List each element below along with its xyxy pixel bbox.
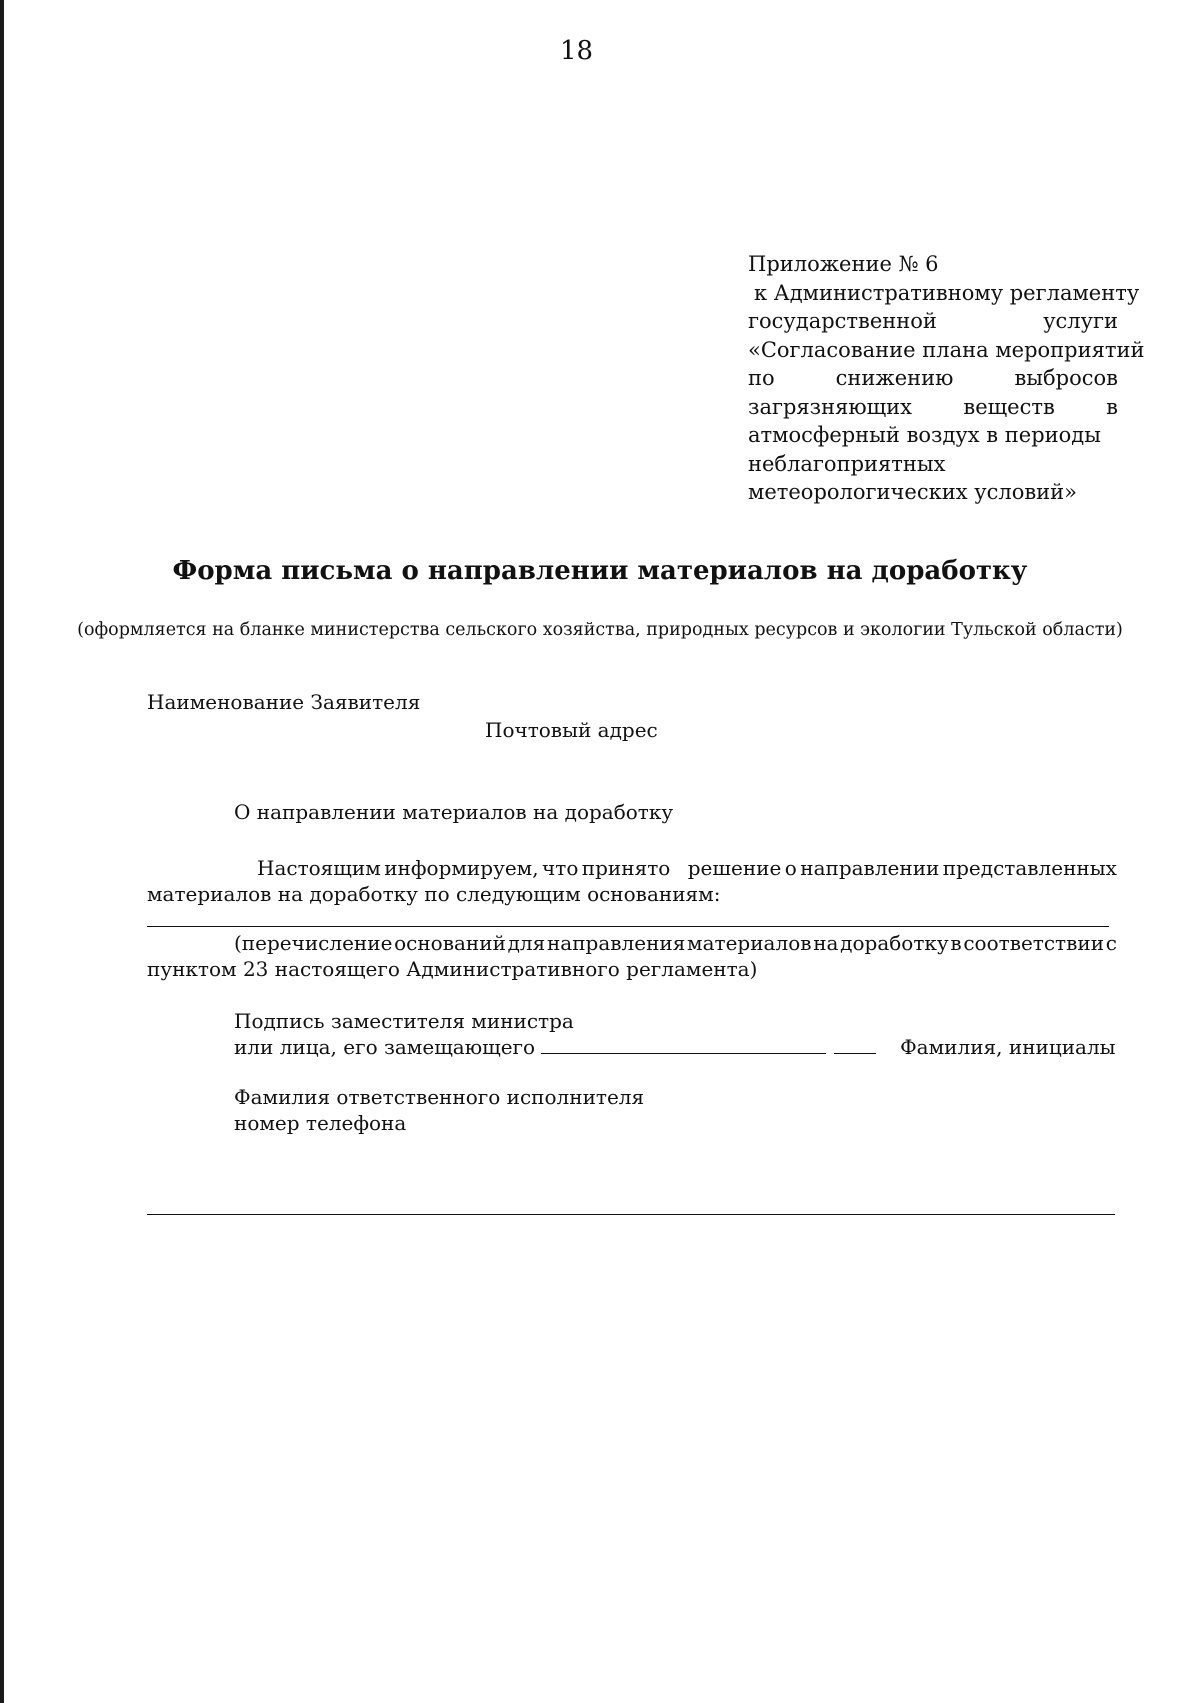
reasons-note-line: пунктом 23 настоящего Административного регламента): [147, 957, 758, 981]
body-word: направлении: [800, 856, 940, 880]
body-word: что: [542, 856, 579, 880]
bottom-divider: [147, 1214, 1115, 1215]
appendix-word: к Административному регламенту: [754, 280, 1140, 305]
appendix-word: выбросов: [1014, 366, 1118, 390]
scan-edge: [0, 0, 4, 1703]
executor-block: [234, 1084, 644, 1136]
signature-line: [541, 1035, 826, 1054]
reasons-word: доработку: [840, 931, 949, 955]
signature-name: Фамилия, инициалы: [900, 1035, 1116, 1059]
form-title: Форма письма о направлении материалов на доработку: [172, 556, 1028, 586]
signature-block: [234, 1008, 1116, 1060]
reasons-word: на: [813, 931, 839, 955]
appendix-line: [748, 364, 1118, 393]
body-word: информируем,: [384, 856, 539, 880]
appendix-line: [748, 336, 1145, 365]
reasons-word: с: [1105, 931, 1117, 955]
appendix-word: по: [748, 366, 775, 390]
body-word: решение: [687, 856, 782, 880]
body-word: представленных: [942, 856, 1117, 880]
reasons-word: материалов: [687, 931, 812, 955]
reasons-word: соответствии: [963, 931, 1105, 955]
appendix-line: [748, 478, 1118, 507]
letter-body-line: материалов на доработку по следующим основаниям:: [147, 882, 721, 906]
appendix-word: государственной: [748, 309, 937, 333]
appendix-word: метеорологических условий»: [748, 480, 1077, 504]
signature-row: [234, 1034, 1116, 1060]
signature-label-2: или лица, его замещающего: [234, 1035, 536, 1059]
appendix-word: неблагоприятных: [748, 451, 946, 476]
appendix-line: [748, 307, 1118, 336]
appendix-word: снижению: [835, 366, 954, 390]
executor-phone-label: номер телефона: [234, 1111, 407, 1135]
appendix-line: [748, 450, 1118, 479]
reasons-word: для: [507, 931, 546, 955]
reasons-word: оснований: [394, 931, 506, 955]
reasons-word: направления: [546, 931, 686, 955]
appendix-line: [748, 393, 1118, 422]
page-number: 18: [560, 36, 594, 66]
appendix-line: [748, 279, 1140, 308]
reasons-fill-line: [147, 926, 1109, 927]
reasons-word: в: [950, 931, 962, 955]
signature-date-line: [834, 1035, 876, 1054]
reasons-note: [147, 930, 1117, 982]
letter-body: [147, 855, 1117, 907]
body-word: о: [784, 856, 797, 880]
reasons-note-line: [147, 930, 1117, 956]
signature-label: Подпись заместителя министра: [234, 1009, 574, 1033]
postal-address-label: Почтовый адрес: [485, 718, 658, 742]
reasons-word: (перечисление: [234, 931, 393, 955]
appendix-word: загрязняющих: [748, 394, 913, 419]
applicant-name-label: Наименование Заявителя: [147, 690, 421, 714]
executor-name-label: Фамилия ответственного исполнителя: [234, 1085, 645, 1109]
appendix-reference: [748, 250, 1145, 507]
appendix-word: услуги: [1043, 309, 1118, 333]
appendix-word: Приложение № 6: [748, 252, 939, 276]
appendix-word: «Согласование плана мероприятий: [748, 337, 1145, 362]
appendix-word: атмосферный воздух в периоды: [748, 423, 1101, 447]
form-note: (оформляется на бланке министерства сельского хозяйства, природных ресурсов и экологии Тульской области): [77, 620, 1123, 640]
body-word: принято: [581, 856, 671, 880]
appendix-word: в: [1106, 394, 1118, 419]
letter-subject: О направлении материалов на доработку: [234, 800, 674, 824]
appendix-line: [748, 250, 1118, 279]
letter-body-line: [147, 855, 1117, 881]
appendix-line: [748, 421, 1118, 450]
appendix-word: веществ: [963, 394, 1055, 419]
body-word: Настоящим: [257, 856, 381, 880]
